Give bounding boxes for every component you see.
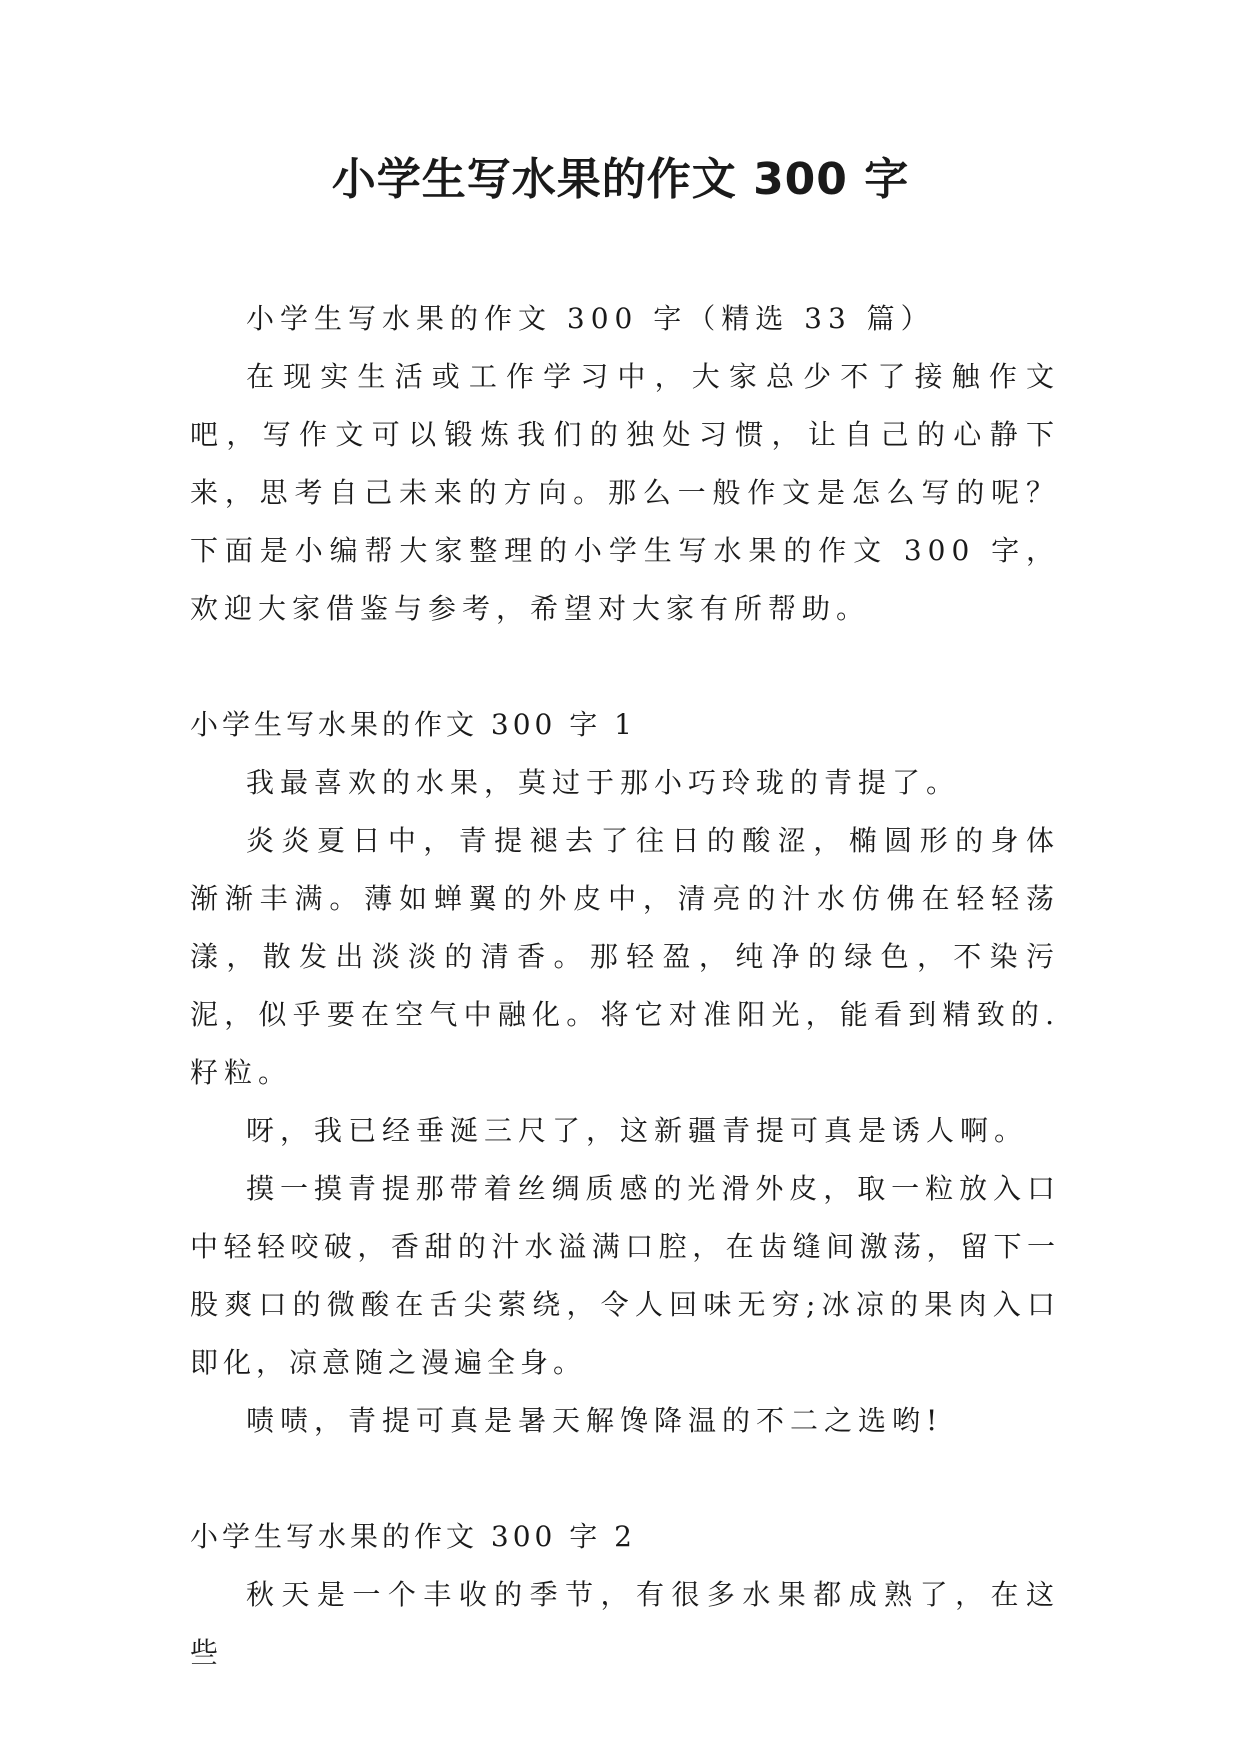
paragraph: 啧啧，青提可真是暑天解馋降温的不二之选哟!: [246, 1404, 944, 1437]
paragraph: 炎炎夏日中，青提褪去了往日的酸涩，椭圆形的身体渐渐丰满。薄如蝉翼的外皮中，清亮的汁水仿佛在轻轻荡漾，散发出淡淡的清香。那轻盈，纯净的绿色，不染污泥，似乎要在空气中融化。将它对准阳光，能看到精致的.籽粒。: [190, 824, 1060, 1089]
paragraph: 摸一摸青提那带着丝绸质感的光滑外皮，取一粒放入口中轻轻咬破，香甜的汁水溢满口腔，在齿缝间激荡，留下一股爽口的微酸在舌尖萦绕，令人回味无穷;冰凉的果肉入口即化，凉意随之漫遍全身。: [190, 1172, 1060, 1379]
document-title: 小学生写水果的作文 300 字: [331, 154, 910, 205]
section-heading: 小学生写水果的作文 300 字 1: [190, 708, 636, 741]
subtitle: 小学生写水果的作文 300 字（精选 33 篇）: [246, 302, 935, 335]
paragraph: 秋天是一个丰收的季节，有很多水果都成熟了，在这些: [190, 1578, 1060, 1669]
section-heading: 小学生写水果的作文 300 字 2: [190, 1520, 636, 1553]
intro-paragraph: 在现实生活或工作学习中，大家总少不了接触作文吧，写作文可以锻炼我们的独处习惯，让自己的心静下来，思考自己未来的方向。那么一般作文是怎么写的呢？下面是小编帮大家整理的小学生写水果的作文 300 字，欢迎大家借鉴与参考，希望对大家有所帮助。: [190, 360, 1060, 625]
document-body: [190, 290, 1060, 1682]
paragraph: 呀，我已经垂涎三尺了，这新疆青提可真是诱人啊。: [246, 1114, 1029, 1147]
section-1: [190, 696, 1060, 1450]
paragraph: 我最喜欢的水果，莫过于那小巧玲珑的青提了。: [246, 766, 961, 799]
section-2: [190, 1508, 1060, 1682]
